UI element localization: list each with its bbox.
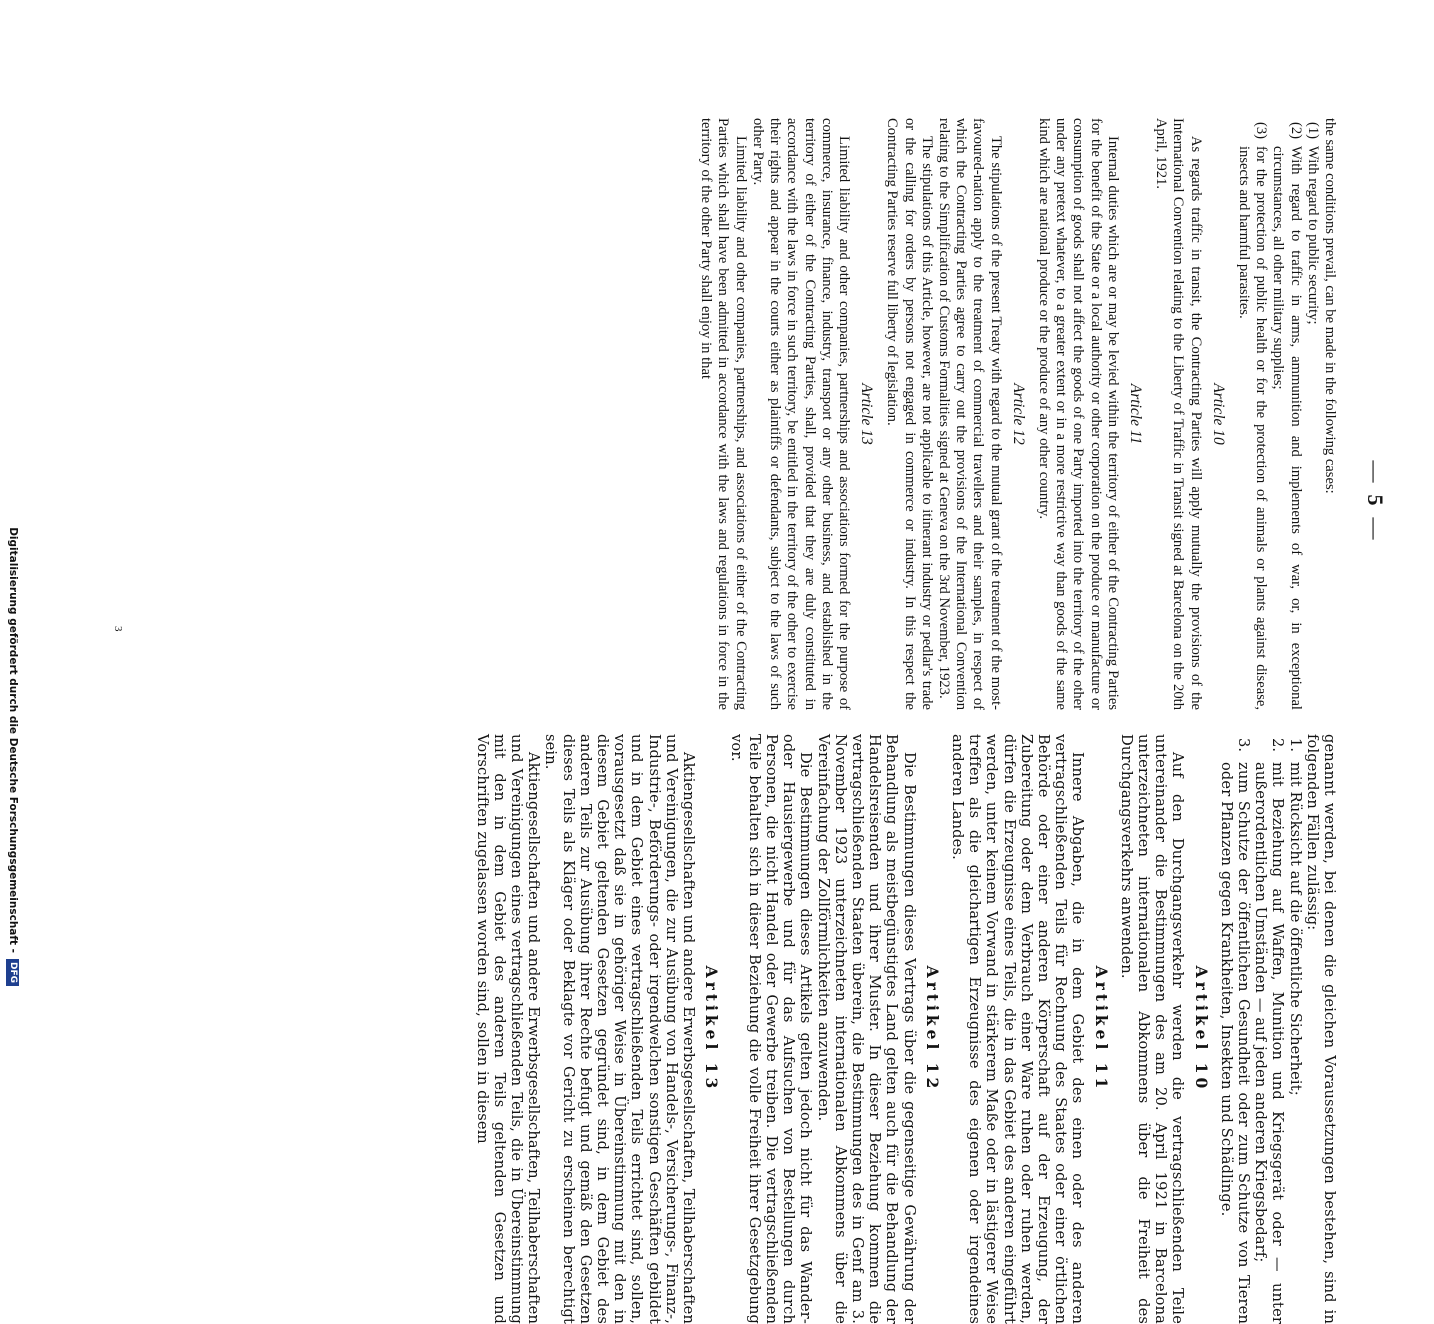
en-item-text: for the protection of public health or for the protection of animals or plants against disease, insects and harmful parasites. <box>1235 146 1270 710</box>
en-article-10-title: Article 10 <box>1209 383 1227 445</box>
en-item <box>1269 118 1303 710</box>
en-article-13-title: Article 13 <box>858 383 876 445</box>
de-item-number: 2. <box>1269 738 1287 753</box>
en-intro: the same conditions prevail, can be made in the following cases: <box>1322 118 1338 494</box>
en-article-13-paragraph-1: Limited liability and other companies, partnerships and associations formed for the purpose of commerce, insurance, finance, industry, transport or any other business, and established in the territory of either of the Contracting Parties, shall, provided that they are duly constituted in accordance with the laws in force in such territory, be entitled in the territory of the other to exercise their rights and appear in the courts either as plaintiffs or defendants, subject to the laws of such other Party. <box>749 118 852 710</box>
de-article-13-paragraph-1: Aktiengesellschaften und andere Erwerbsgesellschaften, Teilhaberschaften und Vereinigungen, die zur Ausübung von Handels-, Versicherungs-, Finanz-, Industrie-, Beförderungs- oder irgendwelchen sonstigen Geschäften gebildet und in dem Gebiet eines vertragschließenden Teils errichtet sind, sollen, vorausgesetzt daß sie in gehöriger Weise in Übereinstimmung mit den in diesem Gebiet geltenden Gesetzen gegründet sind, in dem Gebiet des anderen Teils zur Ausübung ihrer Rechte befugt und gemäß den Gesetzen dieses Teils als Kläger oder Beklagte vor Gericht zu erscheinen berechtigt sein. <box>542 734 698 1324</box>
en-item-number: (2) <box>1287 122 1304 140</box>
page-number-dash-left: — <box>1363 460 1388 483</box>
de-article-12-paragraph-2: Die Bestimmungen dieses Artikels gelten jedoch nicht für das Wander- oder Hausiergewerbe und für das Aufsuchen von Bestellungen durch Personen, die nicht Handel oder Gewerbe treiben. Die vertragschließenden Teile behalten sich in dieser Beziehung die volle Freiheit ihrer Gesetzgebung vor. <box>728 734 815 1324</box>
de-article-13-paragraph-2: Aktiengesellschaften und andere Erwerbsgesellschaften, Teilhaberschaften und Vereinigungen eines vertragschließenden Teils, die in Übereinstimmung mit den in dem Gebiet des anderen Teils geltenden Gesetzen und Vorschriften zugelassen worden sind, sollen in diesem <box>473 734 543 1324</box>
de-article-11-title: Artikel 11 <box>1091 965 1111 1093</box>
digitization-credit <box>0 0 26 1000</box>
en-item-list <box>1235 118 1321 710</box>
english-column <box>697 118 1338 710</box>
page-number <box>1362 0 1388 1000</box>
de-item <box>1218 734 1252 1324</box>
en-item <box>1235 118 1269 710</box>
de-article-12-title: Artikel 12 <box>922 965 942 1093</box>
de-item-list <box>1218 734 1304 1324</box>
de-item-text: zum Schutze der öffentlichen Gesundheit oder zum Schutze von Tieren oder Pflanzen gegen Krankheiten, Insekten und Schädlinge. <box>1217 762 1252 1324</box>
en-article-12-paragraph-1: The stipulations of the present Treaty with regard to the mutual grant of the treatment of the most-favoured-nation apply to the treatment of commercial travellers and their samples, in respect of which the Contracting Parties agree to carry out the provisions of the International Convention relating to the Simplification of Customs Formalities signed at Geneva on the 3rd November, 1923. <box>935 118 1004 710</box>
de-item <box>1286 734 1303 1324</box>
de-article-10-paragraph: Auf den Durchgangsverkehr werden die vertragschließenden Teile untereinander die Bestimmungen des am 20. April 1921 in Barcelona unterzeichneten internationalen Abkommens über die Freiheit des Durchgangsverkehrs anwenden. <box>1117 734 1187 1324</box>
en-article-13-paragraph-2: Limited liability and other companies, partnerships, and associations of either of the Contracting Parties which shall have been admitted in accordance with the laws and regulations in force in the territory of the other Party shall enjoy in that <box>698 118 749 710</box>
en-item-number: (3) <box>1253 122 1270 140</box>
en-item-text: With regard to traffic in arms, ammunition and implements of war, or, in exceptional circumstances, all other military supplies; <box>1270 146 1304 710</box>
de-item <box>1252 734 1286 1324</box>
en-article-11-paragraph: Internal duties which are or may be levied within the territory of either of the Contracting Parties for the benefit of the State or a local authority or other corporation on the produce or manufacture or consumption of goods shall not affect the goods of one Party imported into the territory of the other under any pretext whatever, to a greater extent or in a more restrictive way than goods of the same kind which are national produce or the produce of any other country. <box>1035 118 1121 710</box>
de-article-11-paragraph: Innere Abgaben, die in dem Gebiet des einen oder des anderen vertragschließenden Teils für Rechnung des Staates oder einer örtlichen Behörde oder einer anderen Körperschaft auf der Erzeugung, der Zubereitung oder dem Verbrauch einer Ware ruhen oder ruhen werden, dürfen die Erzeugnisse eines Teils, die in das Gebiet des anderen eingeführt werden, unter keinem Vorwand in stärkerem Maße oder in lästigerer Weise treffen als die gleichartigen Erzeugnisse des eigenen oder irgendeines anderen Landes. <box>948 734 1087 1324</box>
german-column <box>473 734 1338 1324</box>
en-article-12-title: Article 12 <box>1009 383 1027 445</box>
dfg-logo: DFG <box>7 959 20 986</box>
en-article-12-paragraph-2: The stipulations of this Article, however, are not applicable to itinerant industry or pedlar's trade or the calling for orders by persons not engaged in commerce or industry. In this respect the Contracting Parties reserve full liberty of legislation. <box>884 118 935 710</box>
credit-text: Digitalisierung gefördert durch die Deutsche Forschungsgemeinschaft - <box>7 527 19 953</box>
de-intro: genannt werden, bei denen die gleichen Voraussetzungen bestehen, sind in folgenden Fällen zulässig: <box>1303 734 1338 1324</box>
de-item-number: 1. <box>1286 738 1304 753</box>
en-item-number: (1) <box>1304 122 1321 140</box>
en-item <box>1304 118 1321 710</box>
de-article-10-title: Artikel 10 <box>1191 965 1211 1093</box>
en-article-11-title: Article 11 <box>1126 383 1144 445</box>
en-article-10-paragraph: As regards traffic in transit, the Contracting Parties will apply mutually the provisions of the International Convention relating to the Liberty of Traffic in Transit signed at Barcelona on the 20th April, 1921. <box>1153 118 1204 710</box>
de-item-number: 3. <box>1234 738 1252 753</box>
de-item-text: mit Rücksicht auf die öffentliche Sicherheit; <box>1286 762 1304 1096</box>
de-article-12-paragraph-1: Die Bestimmungen dieses Vertrags über die gegenseitige Gewährung der Behandlung als meistbegünstigtes Land gelten auch für die Behandlung der Handelsreisenden und ihrer Muster. In dieser Beziehung kommen die vertragschließenden Staaten überein, die Bestimmungen des in Genf am 3. November 1923 unterzeichneten internationalen Abkommens über die Vereinfachung der Zollförmlichkeiten anzuwenden. <box>814 734 918 1324</box>
de-article-13-title: Artikel 13 <box>702 965 722 1093</box>
sheet-signature-mark: 3 <box>112 626 124 632</box>
en-item-text: With regard to public security; <box>1304 146 1321 325</box>
page-number-dash-right: — <box>1363 517 1388 540</box>
de-item-text: mit Beziehung auf Waffen, Munition und Kriegsgerät oder — unter außerordentlichen Umständen — auf jeden anderen Kriegsbedarf; <box>1252 762 1287 1324</box>
page-number-value: 5 <box>1363 494 1388 506</box>
